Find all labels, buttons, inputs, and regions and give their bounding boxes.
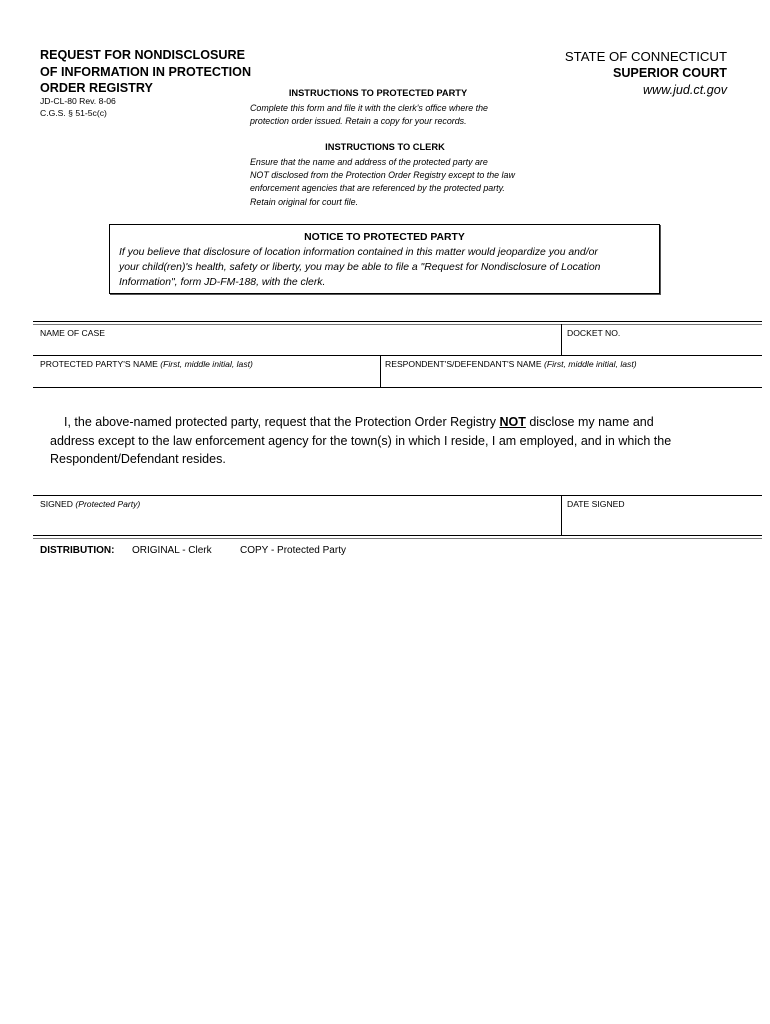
distribution-label: DISTRIBUTION: <box>40 545 115 556</box>
form-title-line-1: REQUEST FOR NONDISCLOSURE <box>40 48 246 62</box>
court-website[interactable]: www.jud.ct.gov <box>643 82 727 97</box>
distribution-original: ORIGINAL - Clerk <box>132 545 212 556</box>
instructions-protected-party-text <box>250 102 570 128</box>
protected-party-name-hint: (First, middle initial, last) <box>160 359 253 369</box>
signature-section-bottom-rule-inner <box>33 538 762 539</box>
request-statement <box>50 413 690 469</box>
instructions-protected-party-heading: INSTRUCTIONS TO PROTECTED PARTY <box>288 88 468 98</box>
instructions-clerk-line: Retain original for court file. <box>250 196 359 207</box>
instructions-clerk-heading: INSTRUCTIONS TO CLERK <box>325 142 445 152</box>
statement-line-1 <box>50 413 690 432</box>
form-number: JD-CL-80 Rev. 8-06 <box>40 96 116 106</box>
instructions-clerk-text <box>250 156 570 209</box>
form-title-line-2: OF INFORMATION IN PROTECTION <box>40 64 252 79</box>
form-title-line-3: ORDER REGISTRY <box>40 81 153 95</box>
instructions-clerk-line: Ensure that the name and address of the protected party are <box>250 157 488 167</box>
signature-field[interactable] <box>33 496 560 535</box>
case-section-top-rule <box>33 321 762 322</box>
court-identification <box>565 48 727 98</box>
name-of-case-field[interactable] <box>33 325 560 355</box>
notice-line: your child(ren)'s health, safety or liberty, you may be able to file a "Request for Nondisclosure of Location <box>119 261 601 273</box>
distribution-copy: COPY - Protected Party <box>240 545 346 556</box>
protected-party-name-field[interactable] <box>33 356 379 387</box>
statute-reference: C.G.S. § 51-5c(c) <box>40 107 107 118</box>
docket-no-field[interactable] <box>562 325 762 355</box>
statement-part-2: disclose my name and <box>529 415 654 429</box>
court-name: SUPERIOR COURT <box>612 66 727 80</box>
form-codes <box>40 96 116 119</box>
instructions-clerk-line: NOT disclosed from the Protection Order Registry except to the law <box>250 170 515 181</box>
notice-line: If you believe that disclosure of location information contained in this matter would jeopardize you and/or <box>119 247 598 258</box>
instructions-clerk-line: enforcement agencies that are referenced by the protected party. <box>250 183 505 194</box>
notice-box <box>109 224 660 294</box>
protected-party-name-label <box>40 359 253 369</box>
signed-label-text: SIGNED <box>40 499 73 509</box>
statement-emphasis: NOT <box>499 415 526 429</box>
respondent-name-field[interactable] <box>381 356 762 387</box>
docket-no-label: DOCKET NO. <box>567 328 621 338</box>
respondent-name-label-text: RESPONDENT'S/DEFENDANT'S NAME <box>385 359 542 369</box>
state-name: STATE OF CONNECTICUT <box>564 49 727 64</box>
statement-line-3: Respondent/Defendant resides. <box>50 452 226 467</box>
name-of-case-label: NAME OF CASE <box>40 328 105 338</box>
notice-heading: NOTICE TO PROTECTED PARTY <box>304 232 465 243</box>
respondent-name-hint: (First, middle initial, last) <box>543 359 637 369</box>
instructions-protected-party-line: Complete this form and file it with the clerk's office where the <box>250 103 488 113</box>
instructions-protected-party-line: protection order issued. Retain a copy for your records. <box>250 116 467 127</box>
protected-party-name-label-text: PROTECTED PARTY'S NAME <box>40 359 158 369</box>
form-title <box>40 47 251 97</box>
signed-hint: (Protected Party) <box>75 499 141 509</box>
date-signed-label: DATE SIGNED <box>567 499 625 509</box>
statement-part-1: I, the above-named protected party, request that the Protection Order Registry <box>64 415 496 429</box>
date-signed-field[interactable] <box>562 496 762 535</box>
notice-line: Information", form JD-FM-188, with the clerk. <box>119 276 326 288</box>
signature-section-bottom-rule <box>33 535 762 536</box>
notice-text <box>119 246 650 290</box>
case-section-bottom-rule <box>33 387 762 388</box>
respondent-name-label <box>385 359 637 369</box>
signed-label <box>40 499 140 509</box>
statement-line-2: address except to the law enforcement agency for the town(s) in which I reside, I am employed, and in which the <box>50 433 672 448</box>
